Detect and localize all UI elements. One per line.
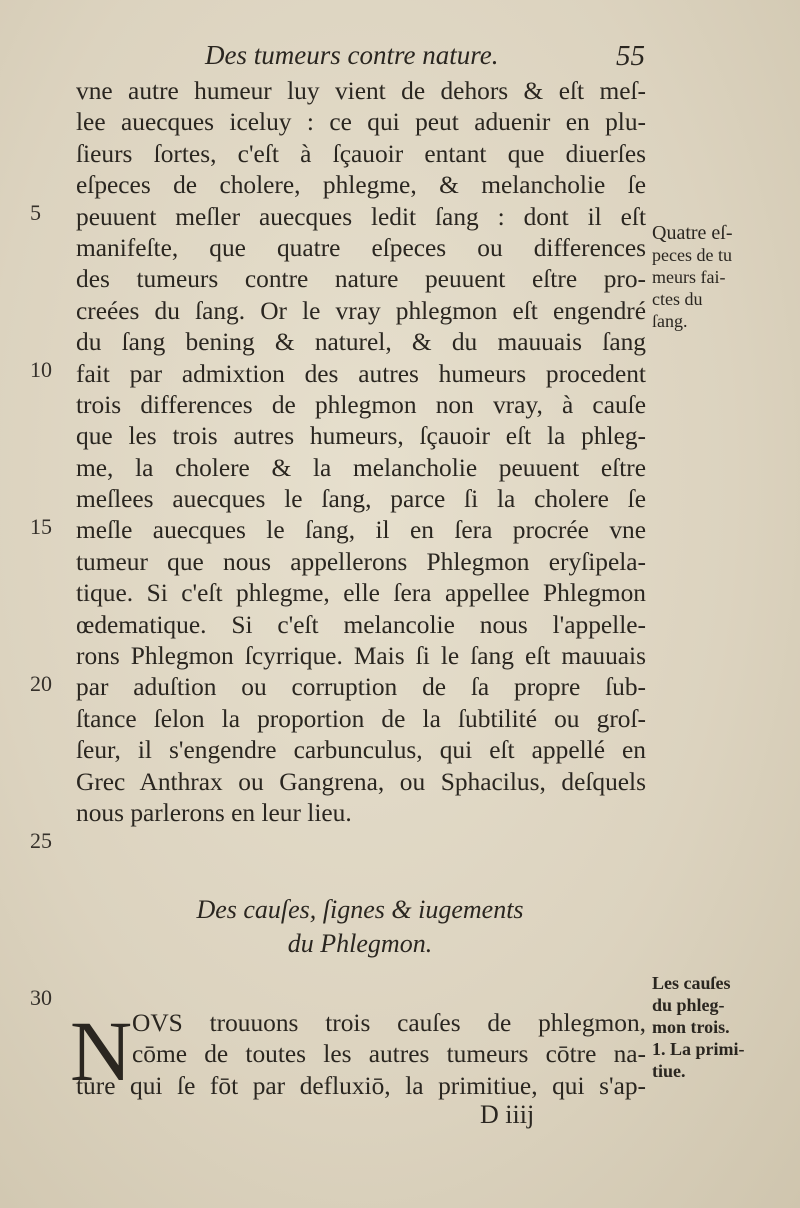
marginal-note-line: 1. La primi- (652, 1039, 745, 1059)
text-line: œdematique. Si c'eſt melancolie nous l'appelle- (76, 610, 646, 639)
text-line: eſpeces de cholere, phlegme, & melancholie ſe (76, 171, 646, 200)
marginal-note-line: peces de tu (652, 245, 732, 265)
marginal-note-line: ctes du (652, 289, 703, 309)
text-line: vne autre humeur luy vient de dehors & eſt meſ- (76, 77, 646, 105)
line-number: 20 (30, 671, 52, 696)
text-line: trois differences de phlegmon non vray, à cauſe (76, 390, 646, 419)
text-line: manifeſte, que quatre eſpeces ou differences (76, 233, 646, 262)
drop-cap: N (70, 1003, 133, 1099)
page-number: 55 (616, 40, 645, 72)
running-title: Des tumeurs contre nature. (205, 40, 499, 70)
text-line: fait par admixtion des autres humeurs procedent (76, 359, 646, 388)
text-line: nous parlerons en leur lieu. (76, 798, 352, 827)
text-line: que les trois autres humeurs, ſçauoir eſt la phleg- (76, 422, 646, 451)
text-line: ſieurs ſortes, c'eſt à ſçauoir entant que diuerſes (76, 139, 646, 168)
text-line: meſlees auecques le ſang, parce ſi la cholere ſe (76, 485, 646, 514)
text-line: ſtance ſelon la proportion de la ſubtilité ou groſ- (76, 704, 646, 733)
text-line: meſle auecques le ſang, il en ſera procrée vne (76, 516, 646, 545)
marginal-note-line: Les cauſes (652, 973, 731, 993)
marginal-note-line: ſang. (652, 311, 688, 331)
text-line: ſeur, il s'engendre carbunculus, qui eſt appellé en (76, 736, 646, 765)
section-heading-line: Des cauſes, ſignes & iugements (196, 895, 524, 924)
line-number: 25 (30, 828, 52, 853)
section-heading-line: du Phlegmon. (287, 929, 433, 958)
text-line: lee auecques iceluy : ce qui peut aduenir en plu- (76, 108, 646, 137)
text-line: peuuent meſler auecques ledit ſang : dont il eſt (76, 202, 646, 231)
marginal-note-line: du phleg- (652, 995, 725, 1015)
line-number: 5 (30, 200, 41, 225)
body-paragraph (76, 76, 646, 829)
text-line: rons Phlegmon ſcyrrique. Mais ſi le ſang eſt mauuais (76, 642, 646, 671)
line-number: 10 (30, 357, 52, 382)
marginal-note (652, 972, 772, 1082)
running-head (205, 40, 645, 74)
text-line: me, la cholere & la melancholie peuuent eſtre (76, 453, 646, 482)
marginal-note (652, 222, 772, 332)
marginal-note-line: tiue. (652, 1061, 686, 1081)
text-line: ture qui ſe fōt par defluxiō, la primitiue, qui s'ap- (76, 1071, 646, 1100)
text-line: par aduſtion ou corruption de ſa propre ſub- (76, 673, 646, 702)
text-line: OVS trouuons trois cauſes de phlegmon, (132, 1009, 646, 1037)
line-number: 30 (30, 985, 52, 1010)
text-line: des tumeurs contre nature peuuent eſtre pro- (76, 265, 646, 294)
line-number: 15 (30, 514, 52, 539)
marginal-note-line: meurs fai- (652, 267, 726, 287)
section-heading (150, 893, 570, 961)
marginal-note-line: Quatre eſ- (652, 222, 733, 244)
text-line: cōme de toutes les autres tumeurs cōtre na- (132, 1040, 646, 1069)
text-line: du ſang bening & naturel, & du mauuais ſang (76, 328, 646, 357)
text-line: Grec Anthrax ou Gangrena, ou Sphacilus, deſquels (76, 767, 646, 796)
text-line: creées du ſang. Or le vray phlegmon eſt engendré (76, 296, 646, 325)
text-line: tique. Si c'eſt phlegme, elle ſera appellee Phlegmon (76, 579, 646, 608)
marginal-note-line: mon trois. (652, 1017, 730, 1037)
body-paragraph (76, 1008, 646, 1102)
text-line: tumeur que nous appellerons Phlegmon eryſipela- (76, 547, 646, 576)
signature-mark: D iiij (480, 1100, 535, 1129)
